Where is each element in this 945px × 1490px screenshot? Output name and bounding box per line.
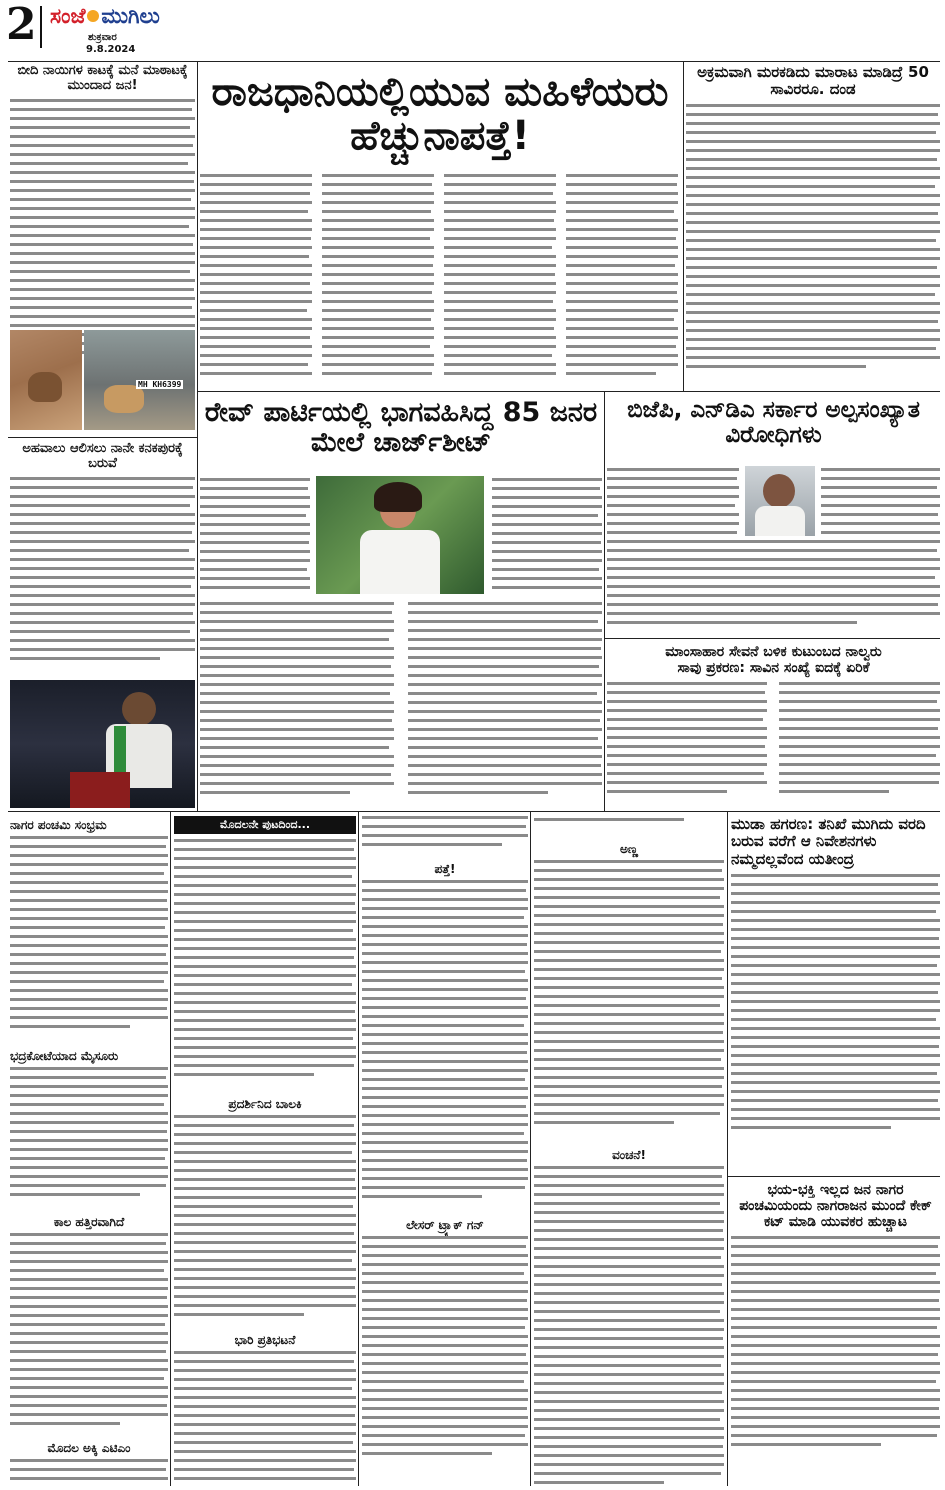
text-lines: [10, 97, 195, 365]
photo-stray-dogs-left: [10, 330, 82, 430]
article-body: [10, 97, 195, 365]
headline[interactable]: ಅಹವಾಲು ಆಲಿಸಲು ನಾನೇ ಕನಕಪುರಕ್ಕೆ ಬರುವೆ: [22, 442, 183, 471]
text-lines: [10, 1459, 168, 1486]
text-lines: [10, 1067, 168, 1207]
text-lines-bottom: [200, 602, 602, 802]
text-lines-right: [492, 478, 602, 598]
bottom-column-2: [174, 814, 356, 1486]
person-body: [360, 530, 440, 594]
photo-stray-dogs-right: [84, 330, 195, 430]
text-lines: [607, 468, 940, 633]
text-lines: [362, 880, 528, 1210]
modalane-tag[interactable]: ಮೊದಲನೇ ಪುಟದಿಂದ...: [174, 816, 356, 834]
story-rave-party: [200, 394, 602, 808]
podium: [70, 772, 130, 808]
masthead-divider: [40, 6, 42, 48]
text-lines: [534, 1166, 724, 1486]
speaker-figure: [122, 692, 156, 726]
bhaari-headline[interactable]: ಭಾರಿ ಪ್ರತಿಭಟನೆ: [234, 1333, 296, 1347]
story-meat-deaths: [607, 641, 940, 809]
text-lines: [362, 814, 528, 854]
story-dk-kanakapura: [10, 442, 195, 678]
story-bhaya-bhakti: [731, 1180, 940, 1486]
photo-dk-shivakumar: [10, 680, 195, 808]
masthead-date: 9.8.2024: [86, 44, 136, 55]
patte-headline[interactable]: ಪತ್ತೆ!: [434, 862, 456, 876]
headline[interactable]: ಅಕ್ರಮವಾಗಿ ಮರಕಡಿದು ಮಾರಾಟ ಮಾಡಿದ್ರೆ 50 ಸಾವಿರರೂ. ದಂಡ: [697, 64, 929, 99]
logo-mugilu: ಮುಗಿಲು: [101, 4, 160, 28]
kala-headline[interactable]: ಕಾಲ ಹತ್ತಿರವಾಗಿದೆ: [53, 1215, 125, 1229]
text-lines: [10, 475, 195, 665]
van-number-plate: MH KH6399: [138, 380, 182, 389]
lead-headline[interactable]: ರಾಜಧಾನಿಯಲ್ಲಿಯುವ ಮಹಿಳೆಯರು ಹೆಚ್ಚುನಾಪತ್ತೆ!: [211, 69, 669, 159]
story-tree-fine: [686, 64, 940, 389]
bhaya-headline[interactable]: ಭಯ-ಭಕ್ತಿ ಇಲ್ಲದ ಜನ ನಾಗರ ಪಂಚಮಿಯಂದು ನಾಗರಾಜನ ಮುಂದೆ ಕೇಕ್ ಕಟ್ ಮಾಡಿ ಯುವಕರ ಹುಚ್ಚಾಟ: [739, 1182, 932, 1231]
anna-headline[interactable]: ಅಣ್ಣ: [619, 842, 639, 856]
dog-shape: [28, 372, 62, 402]
text-lines: [731, 1236, 940, 1456]
nagara-panchami-headline[interactable]: ನಾಗರ ಪಂಚಮಿ ಸಂಭ್ರಮ: [10, 818, 107, 832]
bottom-column-3: [362, 814, 528, 1486]
sun-icon: [87, 10, 99, 22]
bottom-column-1: [10, 814, 168, 1486]
person-hair: [374, 482, 422, 512]
story-lead: [200, 64, 680, 389]
rave-headline[interactable]: ರೇವ್ ಪಾರ್ಟಿಯಲ್ಲಿ ಭಾಗವಹಿಸಿದ್ದ 85 ಜನರ ಮೇಲೆ ಚಾರ್ಜ್‌ಶೀಟ್: [204, 397, 598, 458]
text-lines: [174, 839, 356, 1089]
masthead-weekday: ಶುಕ್ರವಾರ: [88, 32, 117, 43]
story-muda: [731, 814, 940, 1174]
logo-sanje: ಸಂಜೆ: [50, 4, 86, 28]
bottom-column-4: [534, 814, 724, 1486]
text-lines: [731, 874, 940, 1144]
laser-headline[interactable]: ಲೇಸರ್ ಟ್ರ್ಯಾಕ್ ಗನ್: [406, 1218, 484, 1232]
page-number: 2: [6, 0, 37, 50]
text-lines: [174, 1351, 356, 1486]
dog-shape: [104, 385, 144, 413]
headline[interactable]: ಬೀದಿ ನಾಯಿಗಳ ಕಾಟಕ್ಕೆ ಮನೆ ಮಾಠಾಟಕ್ಕೆ ಮುಂದಾದ ಜನ!: [17, 64, 188, 93]
pradarshini-headline[interactable]: ಪ್ರದರ್ಶಿನಿದ ಬಾಲಕಿ: [228, 1097, 302, 1111]
story-bjp-nda: [607, 394, 940, 636]
mysuru-headline[interactable]: ಭದ್ರಕೋಟೆಯಾದ ಮೈಸೂರು: [10, 1049, 119, 1063]
photo-hema: [316, 476, 484, 594]
vanchane-headline[interactable]: ವಂಚನೆ!: [612, 1148, 646, 1162]
bjp-headline[interactable]: ಬಿಜೆಪಿ, ಎನ್‌ಡಿಎ ಸರ್ಕಾರ ಅಲ್ಪಸಂಖ್ಯಾತ ವಿರೋಧಿಗಳು: [627, 397, 920, 449]
muda-headline[interactable]: ಮುಡಾ ಹಗರಣ: ತನಿಖೆ ಮುಗಿದು ವರದಿ ಬರುವ ವರೆಗೆ ಆ ನಿವೇಶನಗಳು ನಮ್ಮದಲ್ಲವೆಂದ ಯತೀಂದ್ರ: [731, 815, 926, 868]
text-lines: [174, 1115, 356, 1325]
text-lines: [362, 1236, 528, 1466]
akki-atm-headline[interactable]: ಮೊದಲ ಅಕ್ಕಿ ಎಟಿಎಂ: [47, 1441, 131, 1455]
text-lines: [686, 104, 940, 374]
meat-headline-line1[interactable]: ಮಾಂಸಾಹಾರ ಸೇವನೆ ಬಳಿಕ ಕುಟುಂಬದ ನಾಲ್ವರು: [665, 644, 882, 660]
text-lines: [534, 814, 724, 834]
meat-headline-line2[interactable]: ಸಾವು ಪ್ರಕರಣ: ಸಾವಿನ ಸಂಖ್ಯೆ ಐದಕ್ಕೆ ಏರಿಕೆ: [677, 660, 870, 677]
text-lines: [10, 836, 168, 1041]
text-lines: [607, 682, 940, 802]
text-lines: [10, 1233, 168, 1433]
newspaper-logo[interactable]: [50, 4, 160, 30]
text-columns: [200, 174, 680, 384]
text-lines: [534, 860, 724, 1140]
masthead: [0, 0, 945, 60]
